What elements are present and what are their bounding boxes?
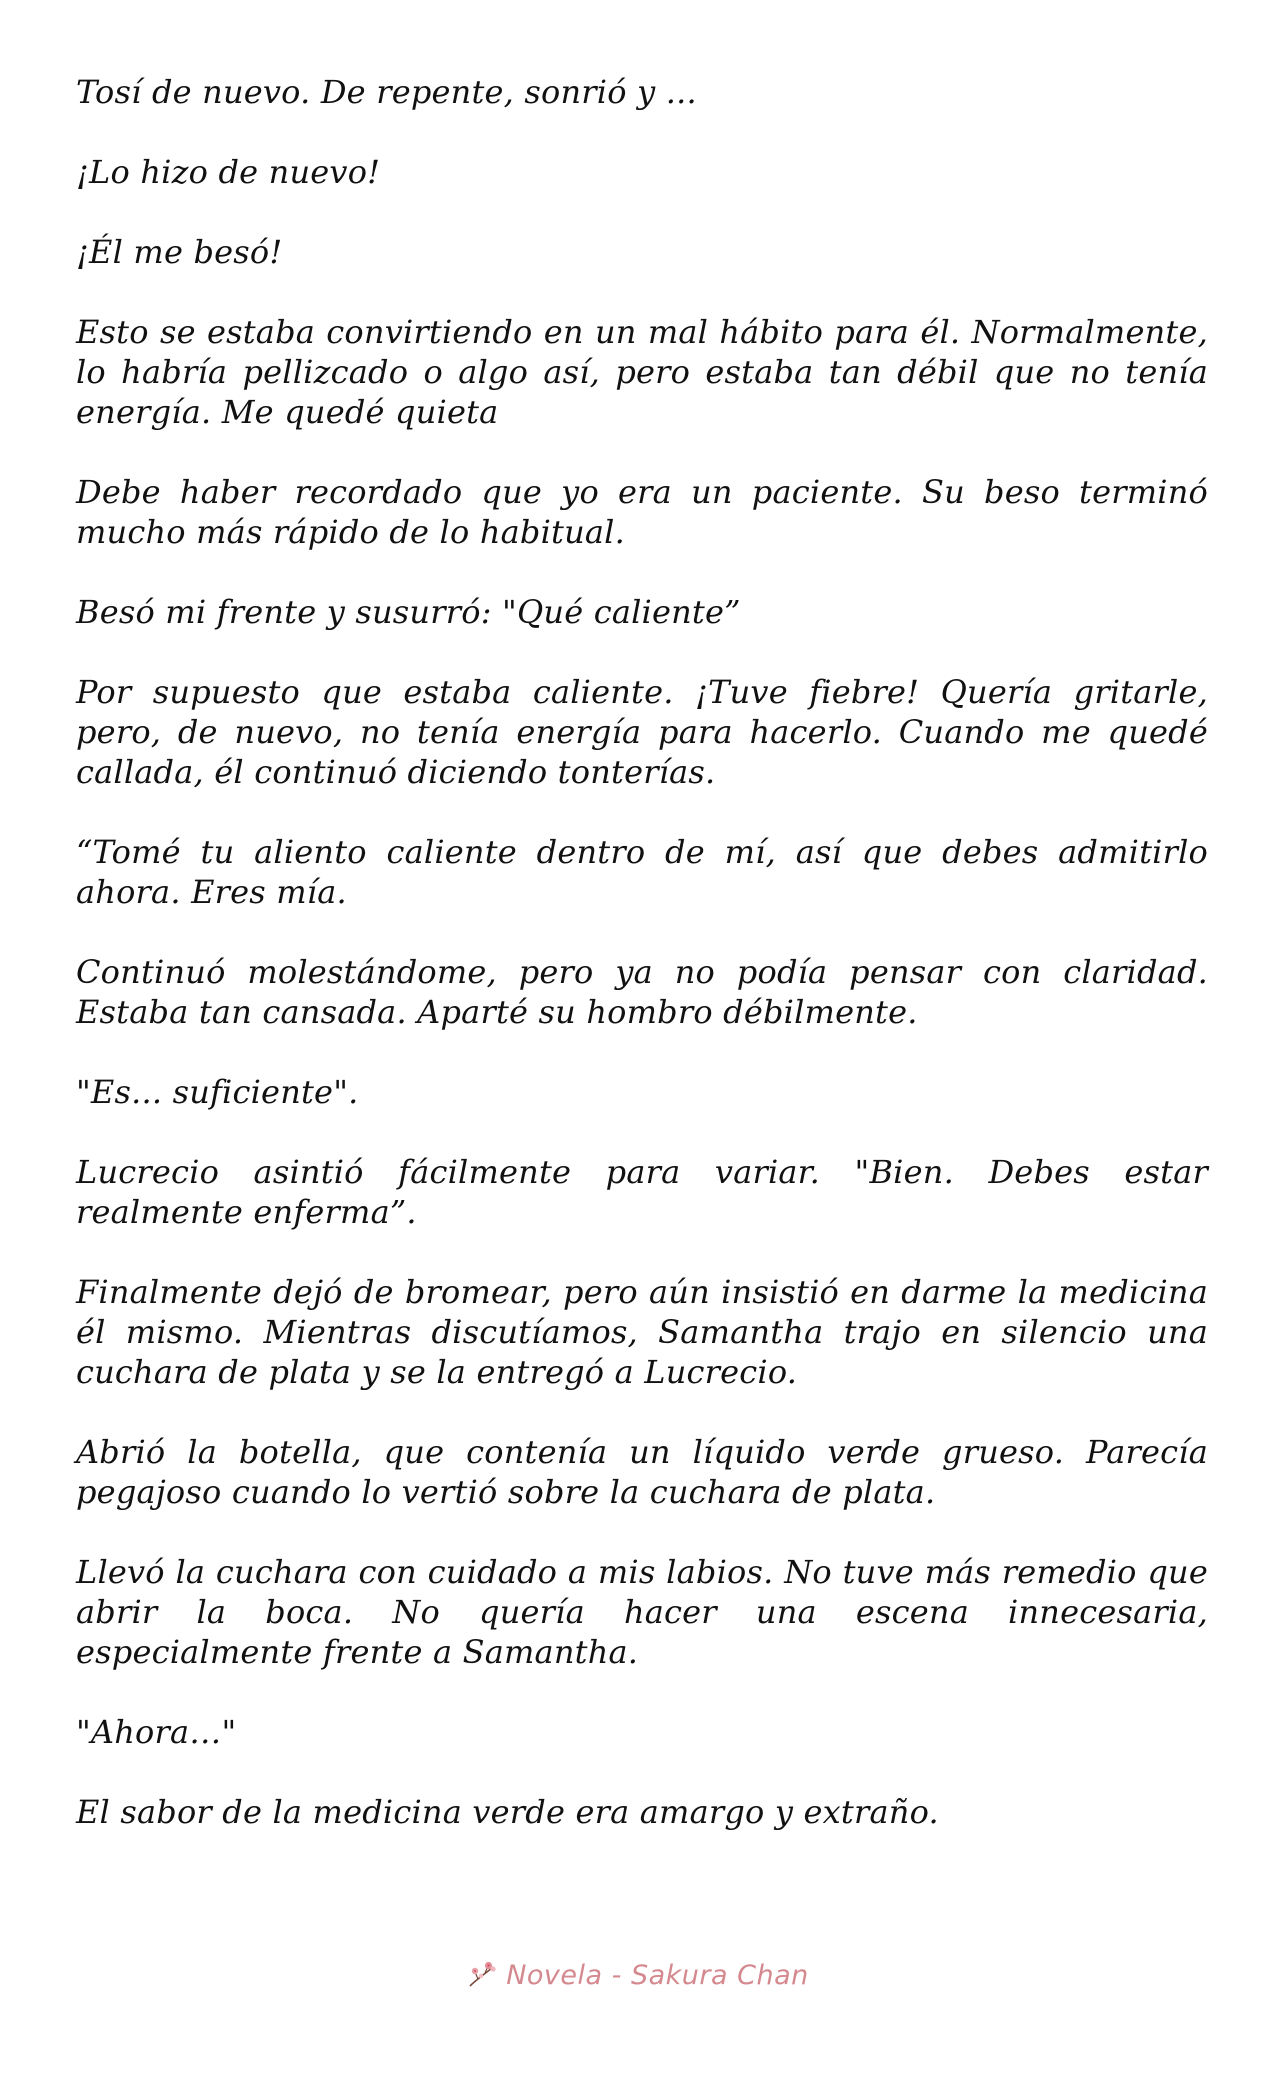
paragraph: Besó mi frente y susurró: "Qué caliente” <box>76 593 741 631</box>
paragraph: Lucrecio asintió fácilmente para variar. "Bien. Debes estar realmente enferma”. <box>76 1153 1208 1231</box>
paragraph: "Ahora…" <box>76 1713 237 1751</box>
paragraph: Continuó molestándome, pero ya no podía pensar con claridad. Estaba tan cansada. Aparté su hombro débilmente. <box>76 953 1208 1031</box>
paragraph: “Tomé tu aliento caliente dentro de mí, así que debes admitirlo ahora. Eres mía. <box>76 833 1208 911</box>
paragraph: Debe haber recordado que yo era un paciente. Su beso terminó mucho más rápido de lo habitual. <box>76 473 1208 551</box>
document-body <box>76 72 1208 1872</box>
paragraph: Por supuesto que estaba caliente. ¡Tuve fiebre! Quería gritarle, pero, de nuevo, no tenía energía para hacerlo. Cuando me quedé callada, él continuó diciendo tonterías. <box>76 673 1208 791</box>
paragraph: Esto se estaba convirtiendo en un mal hábito para él. Normalmente, lo habría pellizcado o algo así, pero estaba tan débil que no tenía energía. Me quedé quieta <box>76 313 1208 431</box>
paragraph: Llevó la cuchara con cuidado a mis labios. No tuve más remedio que abrir la boca. No quería hacer una escena innecesaria, especialmente frente a Samantha. <box>76 1553 1208 1671</box>
paragraph: El sabor de la medicina verde era amargo y extraño. <box>76 1793 939 1831</box>
paragraph: Abrió la botella, que contenía un líquido verde grueso. Parecía pegajoso cuando lo vertió sobre la cuchara de plata. <box>76 1433 1208 1511</box>
paragraph: Finalmente dejó de bromear, pero aún insistió en darme la medicina él mismo. Mientras discutíamos, Samantha trajo en silencio una cuchara de plata y se la entregó a Lucrecio. <box>76 1273 1208 1391</box>
paragraph: ¡Lo hizo de nuevo! <box>76 153 381 191</box>
sakura-flower-icon <box>466 1958 500 1992</box>
footer-watermark <box>0 1958 1275 1992</box>
paragraph: ¡Él me besó! <box>76 233 283 271</box>
footer-text: Novela - Sakura Chan <box>506 1959 809 1991</box>
paragraph: Tosí de nuevo. De repente, sonrió y ... <box>76 73 697 111</box>
paragraph: "Es... suficiente". <box>76 1073 359 1111</box>
